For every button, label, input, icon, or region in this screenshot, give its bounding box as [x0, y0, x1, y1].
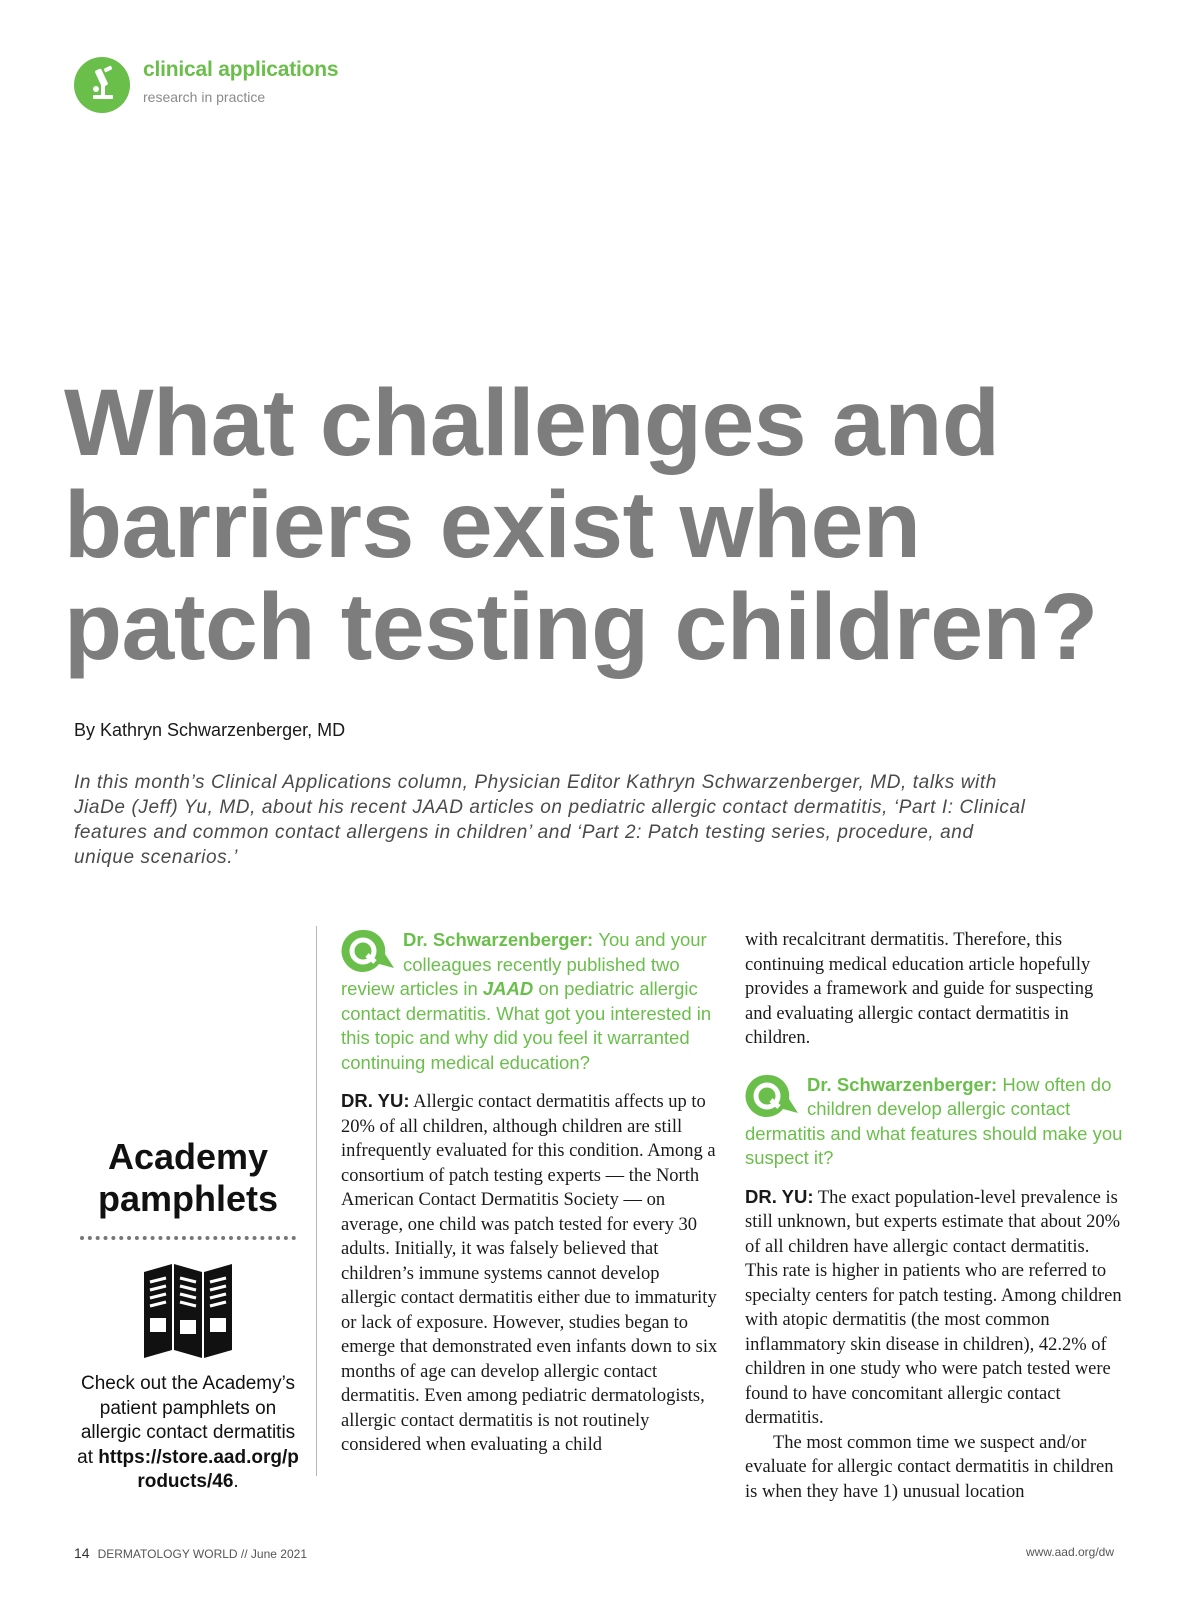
question-bubble-icon — [339, 928, 395, 974]
question-bubble-icon — [743, 1073, 799, 1119]
sidebar-text — [74, 1372, 302, 1495]
answer-2-paragraph-2: The most common time we suspect and/or evaluate for allergic contact dermatitis in children is when they have 1) unusual location — [745, 1432, 1114, 1502]
question-1-journal: JAAD — [482, 978, 534, 999]
intro-deck: In this month’s Clinical Applications column, Physician Editor Kathryn Schwarzenberger, MD, talks with JiaDe (Jeff) Yu, MD, about his recent JAAD articles on pediatric allergic contact dermatitis, ‘Part I: Clinical features and common contact allergens in children’ and ‘Part 2: Patch testing series, procedure, and unique scenarios.’ — [74, 772, 1026, 868]
question-2-asker: Dr. Schwarzenberger: — [807, 1073, 998, 1095]
article-headline: What challenges and barriers exist when patch testing children? — [64, 370, 1098, 680]
footer-url[interactable]: www.aad.org/dw — [1025, 1545, 1114, 1559]
footer-left — [74, 1545, 307, 1561]
answer-2-speaker: DR. YU: — [745, 1185, 814, 1207]
question-1 — [341, 928, 719, 1075]
publication-name: DERMATOLOGY WORLD // June 2021 — [97, 1547, 307, 1561]
article-column-1 — [341, 928, 719, 1458]
sidebar-title: Academy pamphlets — [97, 1136, 279, 1219]
answer-1 — [341, 1089, 719, 1458]
section-title: clinical applications — [143, 58, 339, 81]
sidebar-link-suffix: . — [233, 1471, 239, 1492]
byline: By Kathryn Schwarzenberger, MD — [74, 720, 346, 740]
answer-1-speaker: DR. YU: — [341, 1090, 410, 1111]
answer-2-paragraph-1: The exact population-level prevalence is still unknown, but experts estimate that about 20% of all children have allergic contact dermatitis. This rate is higher in patients who are referred to specialty centers for patch testing. Among children with atopic dermatitis (the most common inflammatory skin disease in children), 42.2% of children in one study who were patch tested were found to have concomitant allergic contact dermatitis. — [745, 1187, 1122, 1428]
dotted-divider — [80, 1236, 296, 1240]
answer-1-continued: with recalcitrant dermatitis. Therefore, this continuing medical education article hopefully provides a framework and guide for suspecting and evaluating allergic contact dermatitis in children. — [745, 930, 1094, 1048]
page-number: 14 — [74, 1545, 90, 1561]
question-1-asker: Dr. Schwarzenberger: — [403, 929, 594, 950]
section-subtitle: research in practice — [143, 89, 266, 105]
question-2 — [745, 1073, 1123, 1171]
question-1-text-b: on pediatric allergic contact dermatitis. What got you interested in this topic and why did you feel it warranted continuing medical education? — [341, 978, 712, 1073]
question-2-text: How often do children develop allergic contact dermatitis and what features should make you suspect it? — [745, 1073, 1123, 1168]
question-1-text-a: You and your colleagues recently published two review articles in — [341, 929, 707, 999]
sidebar-box — [74, 1136, 302, 1495]
sidebar-link[interactable]: https://store.aad.org/products/46 — [98, 1446, 299, 1492]
answer-2 — [745, 1185, 1123, 1505]
column-rule — [316, 926, 317, 1476]
microscope-icon — [74, 57, 130, 113]
article-column-2 — [745, 928, 1123, 1504]
pamphlet-icon — [142, 1262, 234, 1358]
sidebar-body: Check out the Academy’s patient pamphlets on allergic contact dermatitis at — [77, 1373, 296, 1468]
answer-1-paragraph: Allergic contact dermatitis affects up to 20% of all children, although children are still infrequently evaluated for this condition. Among a consortium of patch testing experts — the North American Contact Dermatitis Society — on average, one child was patch tested for every 30 adults. Initially, it was falsely believed that children’s immune systems cannot develop allergic contact dermatitis either due to immaturity or lack of exposure. However, studies began to emerge that demonstrated even infants down to six months of age can develop allergic contact dermatitis. Even among pediatric dermatologists, allergic contact dermatitis is not routinely considered when evaluating a child — [341, 1092, 718, 1455]
